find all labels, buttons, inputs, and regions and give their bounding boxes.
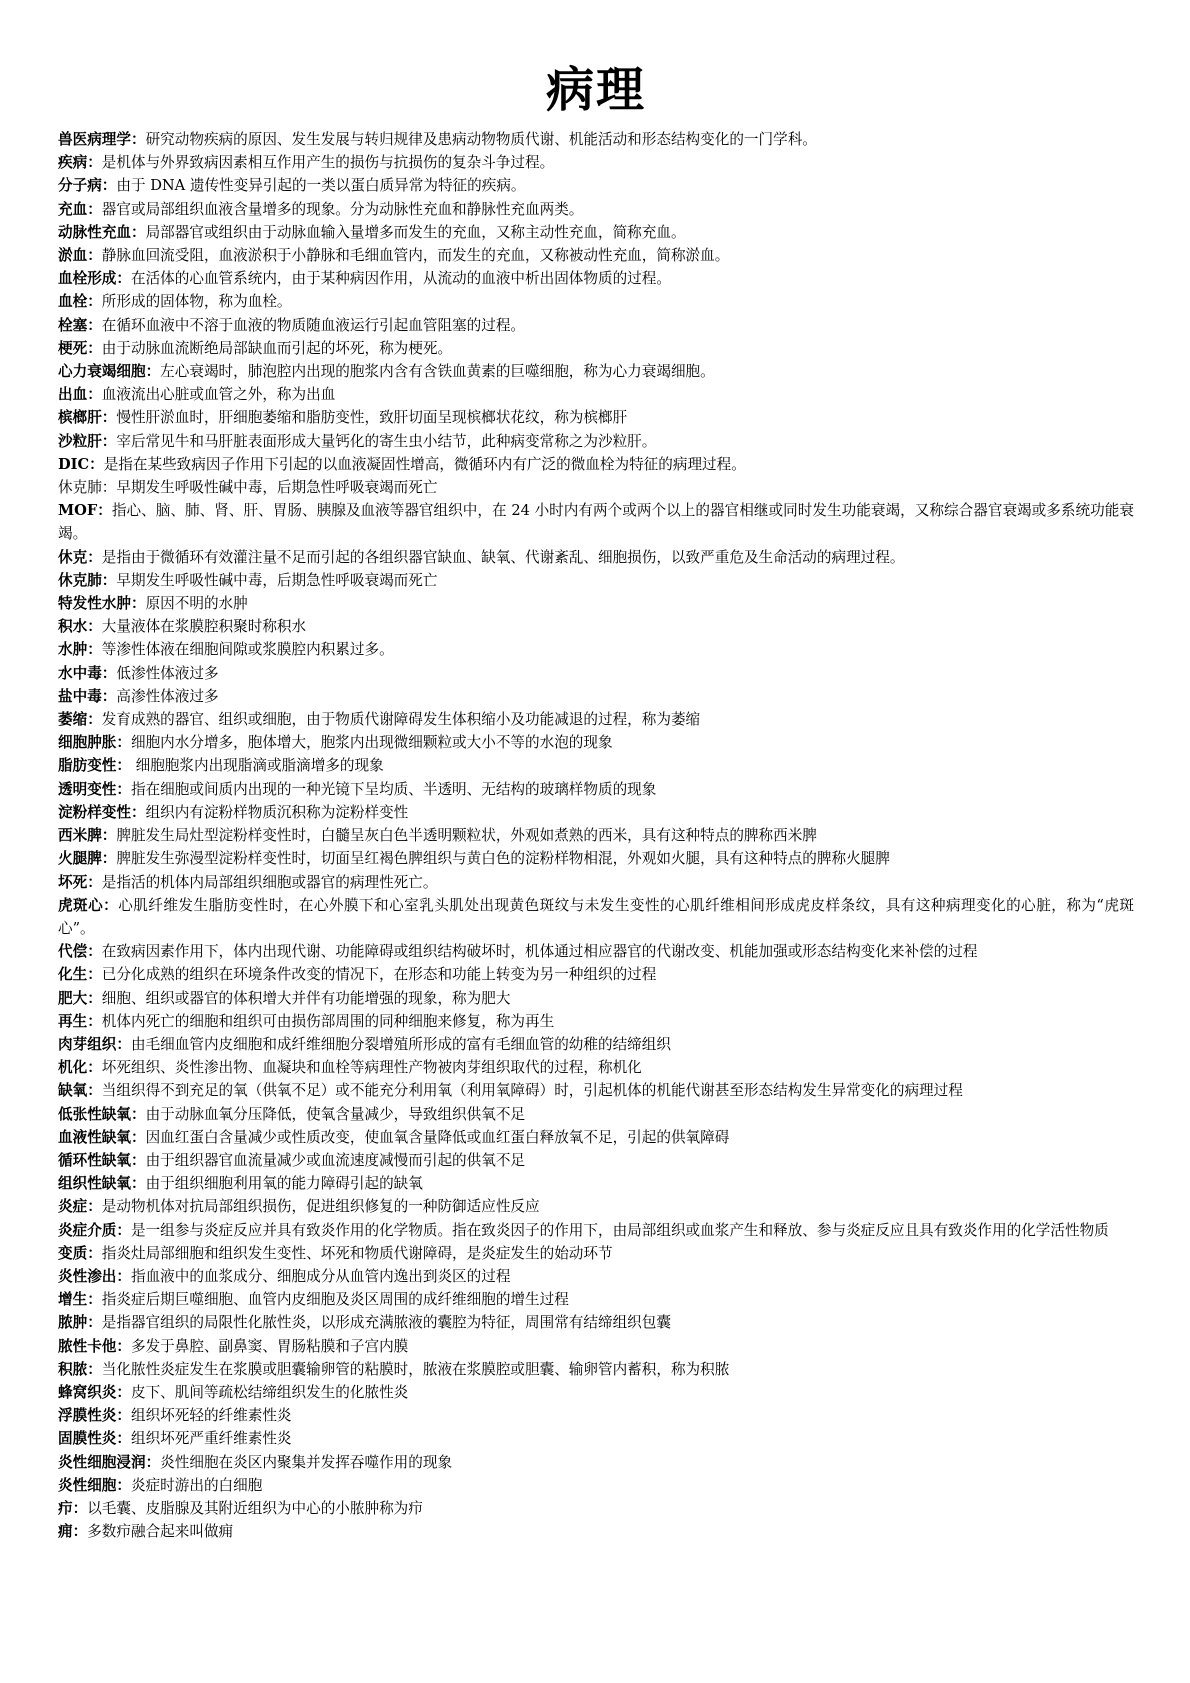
glossary-term: 分子病： bbox=[58, 177, 117, 195]
glossary-term: 血栓形成： bbox=[58, 270, 131, 288]
glossary-entry bbox=[58, 1103, 1134, 1126]
glossary-term: 积脓： bbox=[58, 1360, 102, 1378]
glossary-entry bbox=[58, 1427, 1134, 1450]
glossary-entry bbox=[58, 1451, 1134, 1474]
glossary-list bbox=[58, 128, 1134, 1543]
glossary-term: 疖： bbox=[58, 1499, 88, 1517]
glossary-definition: 指血液中的血浆成分、细胞成分从血管内逸出到炎区的过程 bbox=[130, 1267, 511, 1285]
glossary-entry bbox=[58, 1335, 1134, 1358]
glossary-entry bbox=[58, 267, 1134, 290]
glossary-entry bbox=[58, 824, 1134, 847]
glossary-definition: 当组织得不到充足的氧（供氧不足）或不能充分利用氧（利用氧障碍）时，引起机体的机能代谢甚至形态结构发生异常变化的病理过程 bbox=[101, 1082, 963, 1100]
glossary-term: 槟榔肝： bbox=[58, 409, 117, 427]
glossary-entry bbox=[58, 453, 1134, 476]
glossary-entry bbox=[58, 1219, 1134, 1242]
glossary-definition: 在致病因素作用下，体内出现代谢、功能障碍或组织结构破坏时，机体通过相应器官的代谢改变、机能加强或形态结构变化来补偿的过程 bbox=[101, 943, 978, 961]
glossary-entry bbox=[58, 314, 1134, 337]
glossary-definition: 慢性肝淤血时，肝细胞萎缩和脂肪变性，致肝切面呈现槟榔状花纹，称为槟榔肝 bbox=[116, 409, 628, 427]
glossary-entry bbox=[58, 198, 1134, 221]
glossary-entry bbox=[58, 174, 1134, 197]
glossary-term: 特发性水肿： bbox=[58, 595, 146, 613]
glossary-definition: 高渗性体液过多 bbox=[116, 687, 219, 705]
glossary-entry bbox=[58, 708, 1134, 731]
glossary-term: 栓塞： bbox=[58, 316, 102, 334]
glossary-term: 疾病： bbox=[58, 154, 102, 172]
glossary-definition: 炎性细胞在炎区内聚集并发挥吞噬作用的现象 bbox=[160, 1453, 453, 1471]
page-title: 病理 bbox=[545, 62, 646, 118]
glossary-entry bbox=[58, 847, 1134, 870]
glossary-definition: 在循环血液中不溶于血液的物质随血液运行引起血管阻塞的过程。 bbox=[101, 316, 526, 334]
glossary-entry bbox=[58, 406, 1134, 429]
glossary-term: 脓性卡他： bbox=[58, 1337, 131, 1355]
glossary-entry bbox=[58, 871, 1134, 894]
glossary-term: 脂肪变性： bbox=[58, 757, 131, 775]
glossary-definition: 静脉血回流受阻，血液淤积于小静脉和毛细血管内，而发生的充血，又称被动性充血，简称淤血。 bbox=[101, 247, 730, 265]
glossary-term: 炎性细胞： bbox=[58, 1476, 131, 1494]
glossary-entry bbox=[58, 1242, 1134, 1265]
glossary-entry bbox=[58, 662, 1134, 685]
glossary-definition: 所形成的固体物，称为血栓。 bbox=[101, 293, 292, 311]
glossary-definition: 器官或局部组织血液含量增多的现象。分为动脉性充血和静脉性充血两类。 bbox=[101, 200, 584, 218]
glossary-definition: 脾脏发生弥漫型淀粉样变性时，切面呈红褐色脾组织与黄白色的淀粉样物相混，外观如火腿，具有这种特点的脾称火腿脾 bbox=[116, 850, 890, 868]
glossary-entry bbox=[58, 801, 1134, 824]
glossary-term: 浮膜性炎： bbox=[58, 1407, 131, 1425]
glossary-entry bbox=[58, 360, 1134, 383]
glossary-definition: 细胞胞浆内出现脂滴或脂滴增多的现象 bbox=[130, 757, 384, 775]
glossary-entry bbox=[58, 337, 1134, 360]
glossary-entry bbox=[58, 592, 1134, 615]
glossary-term: 肉芽组织： bbox=[58, 1035, 131, 1053]
glossary-term: 血栓： bbox=[58, 293, 102, 311]
glossary-term: 淀粉样变性： bbox=[58, 803, 146, 821]
glossary-entry bbox=[58, 1520, 1134, 1543]
glossary-term: 增生： bbox=[58, 1291, 102, 1309]
glossary-definition: 发育成熟的器官、组织或细胞，由于物质代谢障碍发生体积缩小及功能减退的过程，称为萎缩 bbox=[101, 711, 701, 729]
glossary-term: DIC： bbox=[58, 455, 104, 473]
glossary-term: 炎性渗出： bbox=[58, 1267, 131, 1285]
glossary-definition: 早期发生呼吸性碱中毒，后期急性呼吸衰竭而死亡 bbox=[116, 571, 438, 589]
glossary-term: 炎症介质： bbox=[58, 1221, 131, 1239]
glossary-term: 肥大： bbox=[58, 989, 102, 1007]
glossary-entry bbox=[58, 1404, 1134, 1427]
glossary-entry bbox=[58, 1474, 1134, 1497]
glossary-definition: 脾脏发生局灶型淀粉样变性时，白髓呈灰白色半透明颗粒状，外观如煮熟的西米，具有这种特点的脾称西米脾 bbox=[116, 827, 817, 845]
glossary-entry bbox=[58, 731, 1134, 754]
glossary-definition: 休克肺：早期发生呼吸性碱中毒，后期急性呼吸衰竭而死亡 bbox=[58, 479, 438, 497]
glossary-term: 炎性细胞浸润： bbox=[58, 1453, 161, 1471]
glossary-definition: 组织坏死严重纤维素性炎 bbox=[130, 1430, 292, 1448]
glossary-entry bbox=[58, 1288, 1134, 1311]
glossary-definition: 由毛细血管内皮细胞和成纤维细胞分裂增殖所形成的富有毛细血管的幼稚的结缔组织 bbox=[130, 1035, 671, 1053]
glossary-term: 盐中毒： bbox=[58, 687, 117, 705]
glossary-entry bbox=[58, 1056, 1134, 1079]
glossary-term: 脓肿： bbox=[58, 1314, 102, 1332]
glossary-term: 沙粒肝： bbox=[58, 432, 117, 450]
glossary-term: 蜂窝织炎： bbox=[58, 1383, 131, 1401]
glossary-term: 休克： bbox=[58, 548, 102, 566]
glossary-entry bbox=[58, 1265, 1134, 1288]
glossary-entry bbox=[58, 476, 1134, 499]
glossary-term: 缺氧： bbox=[58, 1082, 102, 1100]
glossary-entry bbox=[58, 569, 1134, 592]
glossary-term: 虎斑心： bbox=[58, 896, 119, 914]
glossary-definition: 等渗性体液在细胞间隙或浆膜腔内积累过多。 bbox=[101, 641, 394, 659]
glossary-definition: 是指在某些致病因子作用下引起的以血液凝固性增高，微循环内有广泛的微血栓为特征的病理过程。 bbox=[103, 455, 746, 473]
glossary-entry bbox=[58, 1195, 1134, 1218]
glossary-term: 透明变性： bbox=[58, 780, 131, 798]
glossary-entry bbox=[58, 244, 1134, 267]
glossary-term: 动脉性充血： bbox=[58, 223, 146, 241]
glossary-definition: 因血红蛋白含量减少或性质改变，使血氧含量降低或血红蛋白释放氧不足，引起的供氧障碍 bbox=[145, 1128, 730, 1146]
glossary-entry bbox=[58, 638, 1134, 661]
glossary-definition: 指心、脑、肺、肾、肝、胃肠、胰腺及血液等器官组织中，在 24 小时内有两个或两个以上的器官相继或同时发生功能衰竭，又称综合器官衰竭或多系统功能衰竭。 bbox=[58, 502, 1135, 543]
glossary-entry bbox=[58, 1497, 1134, 1520]
glossary-entry bbox=[58, 290, 1134, 313]
glossary-term: 再生： bbox=[58, 1012, 102, 1030]
glossary-entry bbox=[58, 499, 1134, 545]
glossary-term: 低张性缺氧： bbox=[58, 1105, 146, 1123]
glossary-entry bbox=[58, 987, 1134, 1010]
glossary-definition: 皮下、肌间等疏松结缔组织发生的化脓性炎 bbox=[130, 1383, 409, 1401]
glossary-definition: 原因不明的水肿 bbox=[145, 595, 248, 613]
glossary-entry bbox=[58, 151, 1134, 174]
glossary-entry bbox=[58, 1172, 1134, 1195]
glossary-entry bbox=[58, 940, 1134, 963]
glossary-term: 细胞肿胀： bbox=[58, 734, 131, 752]
glossary-term: 积水： bbox=[58, 618, 102, 636]
glossary-term: 淤血： bbox=[58, 247, 102, 265]
glossary-definition: 低渗性体液过多 bbox=[116, 664, 219, 682]
glossary-definition: 由于组织细胞利用氧的能力障碍引起的缺氧 bbox=[145, 1175, 423, 1193]
glossary-term: 组织性缺氧： bbox=[58, 1175, 146, 1193]
glossary-definition: 细胞、组织或器官的体积增大并伴有功能增强的现象，称为肥大 bbox=[101, 989, 511, 1007]
glossary-definition: 机体内死亡的细胞和组织可由损伤部周围的同种细胞来修复，称为再生 bbox=[101, 1012, 555, 1030]
glossary-definition: 研究动物疾病的原因、发生发展与转归规律及患病动物物质代谢、机能活动和形态结构变化的一门学科。 bbox=[145, 131, 817, 148]
glossary-term: 西米脾： bbox=[58, 827, 117, 845]
glossary-definition: 组织坏死轻的纤维素性炎 bbox=[130, 1407, 292, 1425]
glossary-entry bbox=[58, 430, 1134, 453]
glossary-entry bbox=[58, 963, 1134, 986]
glossary-entry bbox=[58, 221, 1134, 244]
glossary-entry bbox=[58, 1126, 1134, 1149]
glossary-definition: 组织内有淀粉样物质沉积称为淀粉样变性 bbox=[145, 803, 409, 821]
glossary-term: 血液性缺氧： bbox=[58, 1128, 146, 1146]
glossary-entry bbox=[58, 754, 1134, 777]
glossary-definition: 在活体的心血管系统内，由于某种病因作用，从流动的血液中析出固体物质的过程。 bbox=[130, 270, 671, 288]
glossary-definition: 是指器官组织的局限性化脓性炎，以形成充满脓液的囊腔为特征，周围常有结缔组织包囊 bbox=[101, 1314, 671, 1332]
glossary-entry bbox=[58, 128, 1134, 151]
glossary-term: 痈： bbox=[58, 1523, 88, 1541]
glossary-term: 充血： bbox=[58, 200, 102, 218]
glossary-term: 固膜性炎： bbox=[58, 1430, 131, 1448]
glossary-definition: 由于组织器官血流量减少或血流速度减慢而引起的供氧不足 bbox=[145, 1151, 526, 1169]
glossary-definition: 由于动脉血氧分压降低，使氧含量减少，导致组织供氧不足 bbox=[145, 1105, 526, 1123]
glossary-entry bbox=[58, 1381, 1134, 1404]
glossary-term: 水肿： bbox=[58, 641, 102, 659]
glossary-definition: 由于动脉血流断绝局部缺血而引起的坏死，称为梗死。 bbox=[101, 339, 453, 357]
glossary-entry bbox=[58, 1311, 1134, 1334]
glossary-definition: 左心衰竭时，肺泡腔内出现的胞浆内含有含铁血黄素的巨噬细胞，称为心力衰竭细胞。 bbox=[160, 363, 715, 381]
glossary-term: 心力衰竭细胞： bbox=[58, 363, 161, 381]
glossary-entry bbox=[58, 1149, 1134, 1172]
glossary-definition: 是一组参与炎症反应并具有致炎作用的化学物质。指在致炎因子的作用下，由局部组织或血浆产生和释放、参与炎症反应且具有致炎作用的化学活性物质 bbox=[130, 1221, 1109, 1239]
glossary-definition: 细胞内水分增多，胞体增大，胞浆内出现微细颗粒或大小不等的水泡的现象 bbox=[130, 734, 613, 752]
glossary-term: 火腿脾： bbox=[58, 850, 117, 868]
glossary-entry bbox=[58, 894, 1134, 940]
glossary-definition: 血液流出心脏或血管之外，称为出血 bbox=[101, 386, 336, 404]
glossary-term: 水中毒： bbox=[58, 664, 117, 682]
glossary-definition: 多发于鼻腔、副鼻窦、胃肠粘膜和子宫内膜 bbox=[130, 1337, 409, 1355]
glossary-term: 化生： bbox=[58, 966, 102, 984]
glossary-definition: 宰后常见牛和马肝脏表面形成大量钙化的寄生虫小结节，此种病变常称之为沙粒肝。 bbox=[116, 432, 657, 450]
glossary-definition: 指在细胞或间质内出现的一种光镜下呈均质、半透明、无结构的玻璃样物质的现象 bbox=[130, 780, 657, 798]
glossary-term: 梗死： bbox=[58, 339, 102, 357]
glossary-term: 出血： bbox=[58, 386, 102, 404]
glossary-definition: 多数疖融合起来叫做痈 bbox=[87, 1523, 234, 1541]
glossary-definition: 是机体与外界致病因素相互作用产生的损伤与抗损伤的复杂斗争过程。 bbox=[101, 154, 555, 172]
glossary-term: 代偿： bbox=[58, 943, 102, 961]
glossary-definition: 以毛囊、皮脂腺及其附近组织为中心的小脓肿称为疖 bbox=[87, 1499, 423, 1517]
glossary-entry bbox=[58, 383, 1134, 406]
glossary-entry bbox=[58, 546, 1134, 569]
glossary-term: 变质： bbox=[58, 1244, 102, 1262]
glossary-definition: 坏死组织、炎性渗出物、血凝块和血栓等病理性产物被肉芽组织取代的过程，称机化 bbox=[101, 1059, 642, 1077]
glossary-entry bbox=[58, 1358, 1134, 1381]
glossary-definition: 已分化成熟的组织在环境条件改变的情况下，在形态和功能上转变为另一种组织的过程 bbox=[101, 966, 657, 984]
glossary-definition: 是指由于微循环有效灌注量不足而引起的各组织器官缺血、缺氧、代谢紊乱、细胞损伤，以致严重危及生命活动的病理过程。 bbox=[101, 548, 905, 566]
glossary-term: 休克肺： bbox=[58, 571, 117, 589]
glossary-term: MOF： bbox=[58, 502, 112, 520]
glossary-entry bbox=[58, 1079, 1134, 1102]
glossary-entry bbox=[58, 615, 1134, 638]
glossary-term: 坏死： bbox=[58, 873, 102, 891]
glossary-definition: 指炎灶局部细胞和组织发生变性、坏死和物质代谢障碍，是炎症发生的始动环节 bbox=[101, 1244, 613, 1262]
glossary-entry bbox=[58, 685, 1134, 708]
glossary-definition: 当化脓性炎症发生在浆膜或胆囊输卵管的粘膜时，脓液在浆膜腔或胆囊、输卵管内蓄积，称为积脓 bbox=[101, 1360, 730, 1378]
glossary-definition: 心肌纤维发生脂肪变性时，在心外膜下和心室乳头肌处出现黄色斑纹与未发生变性的心肌纤维相间形成虎皮样条纹，具有这种病理变化的心脏，称为“虎斑心”。 bbox=[58, 896, 1134, 937]
glossary-definition: 指炎症后期巨噬细胞、血管内皮细胞及炎区周围的成纤维细胞的增生过程 bbox=[101, 1291, 569, 1309]
glossary-entry bbox=[58, 1033, 1134, 1056]
glossary-term: 炎症： bbox=[58, 1198, 102, 1216]
glossary-entry bbox=[58, 778, 1134, 801]
glossary-term: 兽医病理学： bbox=[58, 131, 146, 148]
glossary-term: 循环性缺氧： bbox=[58, 1151, 146, 1169]
glossary-term: 萎缩： bbox=[58, 711, 102, 729]
glossary-definition: 炎症时游出的白细胞 bbox=[130, 1476, 263, 1494]
glossary-term: 机化： bbox=[58, 1059, 102, 1077]
glossary-definition: 大量液体在浆膜腔积聚时称积水 bbox=[101, 618, 307, 636]
glossary-entry bbox=[58, 1010, 1134, 1033]
glossary-definition: 是动物机体对抗局部组织损伤，促进组织修复的一种防御适应性反应 bbox=[101, 1198, 540, 1216]
glossary-definition: 是指活的机体内局部组织细胞或器官的病理性死亡。 bbox=[101, 873, 438, 891]
glossary-definition: 局部器官或组织由于动脉血输入量增多而发生的充血，又称主动性充血，简称充血。 bbox=[145, 223, 686, 241]
glossary-definition: 由于 DNA 遗传性变异引起的一类以蛋白质异常为特征的疾病。 bbox=[116, 177, 526, 195]
